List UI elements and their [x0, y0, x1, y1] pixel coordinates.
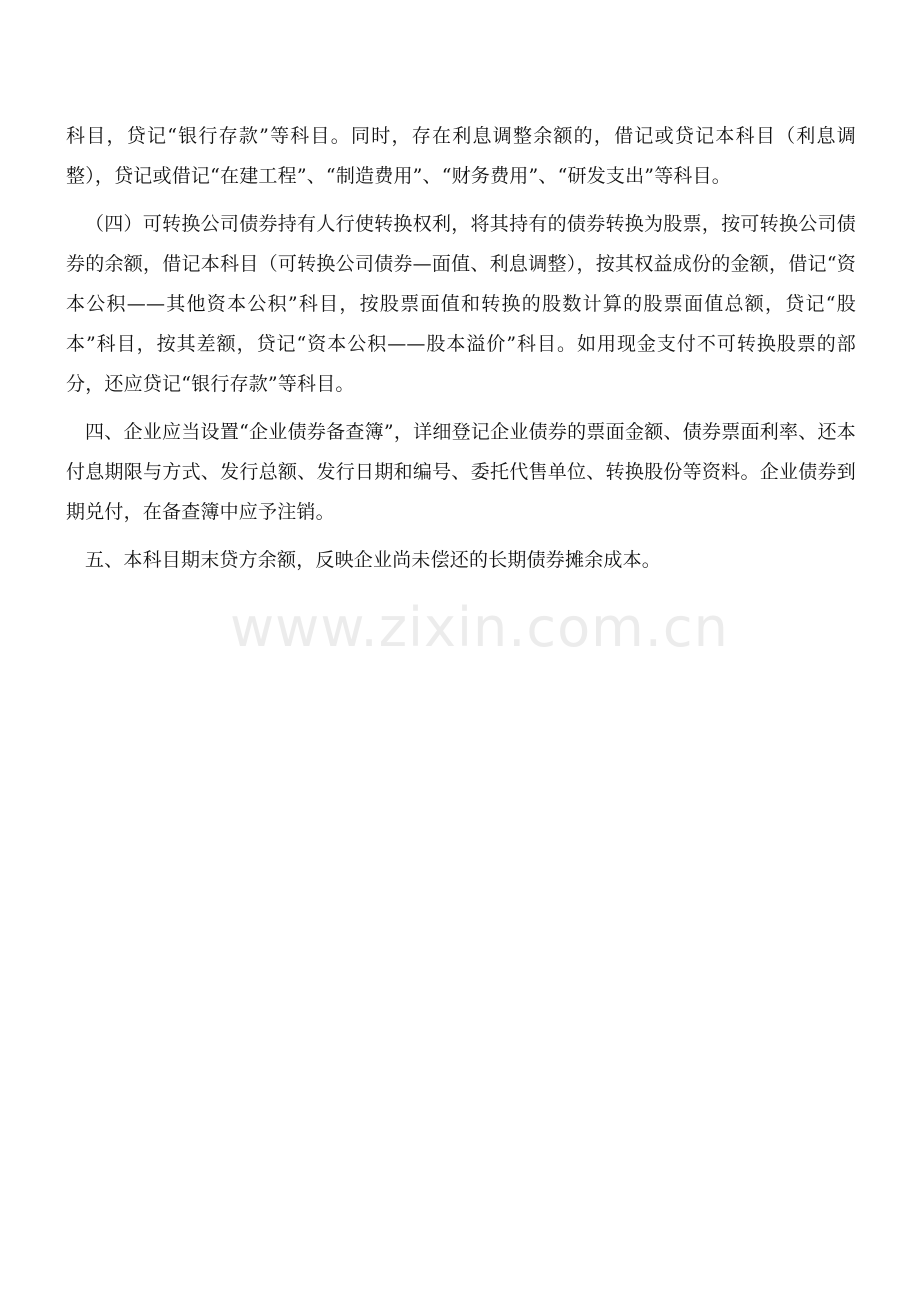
watermark-text: www.zixin.com.cn — [230, 596, 729, 659]
paragraph-ending-balance: 五、本科目期末贷方余额，反映企业尚未偿还的长期债券摊余成本。 — [85, 549, 662, 571]
paragraph-convertible-bonds: （四）可转换公司债券持有人行使转换权利，将其持有的债券转换为股票，按可转换公司债券的余额，借记本科目（可转换公司债券—面值、利息调整），按其权益成份的金额，借记“资本公积——其他资本公积”科目，按股票面值和转换的股数计算的股票面值总额，贷记“股本”科目，按其差额，贷记“资本公积——股本溢价”科目。如用现金支付不可转换股票的部分，还应贷记“银行存款”等科目。 — [66, 213, 856, 395]
paragraph-continuation: 科目，贷记“银行存款”等科目。同时，存在利息调整余额的，借记或贷记本科目（利息调整），贷记或借记“在建工程”、“制造费用”、“财务费用”、“研发支出”等科目。 — [66, 125, 856, 187]
paragraph-bond-register: 四、企业应当设置“企业债券备查簿”，详细登记企业债券的票面金额、债券票面利率、还本付息期限与方式、发行总额、发行日期和编号、委托代售单位、转换股份等资料。企业债券到期兑付，在备查簿中应予注销。 — [66, 421, 856, 523]
document-body — [66, 116, 856, 588]
